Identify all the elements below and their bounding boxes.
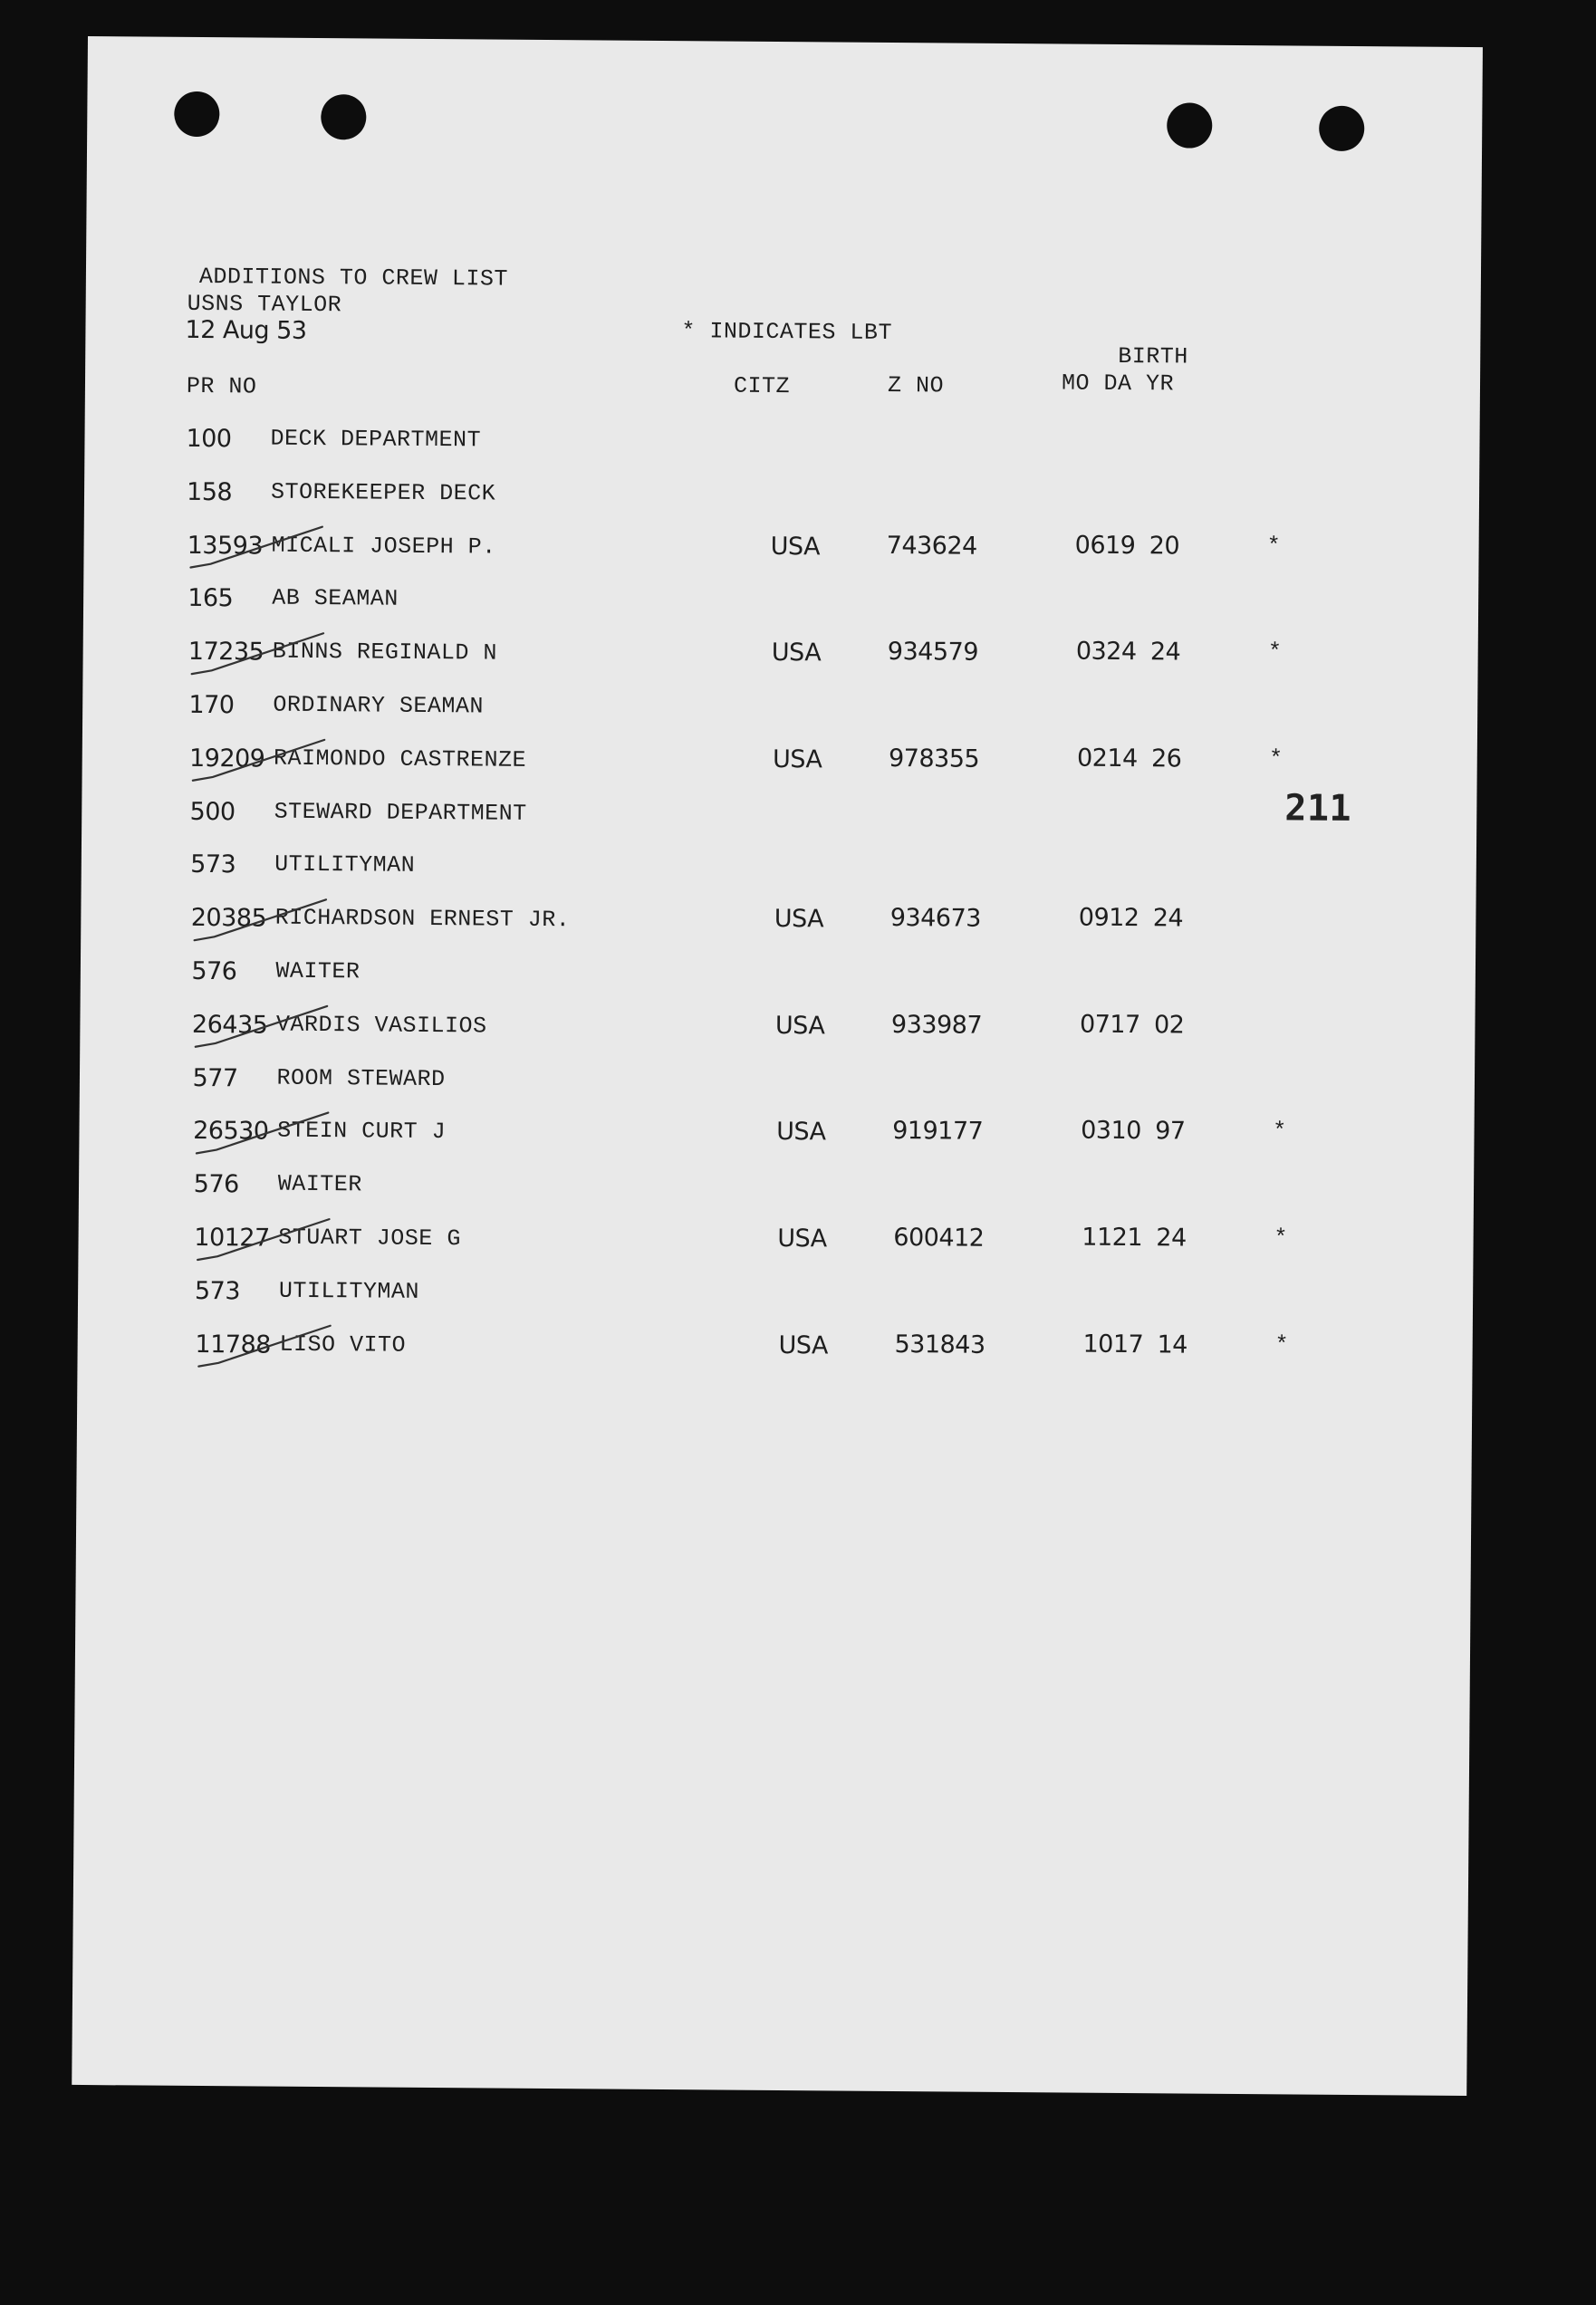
department-heading: STEWARD DEPARTMENT [274, 798, 527, 827]
department-heading: AB SEAMAN [272, 585, 399, 613]
birth-mo-da: 0324 [1075, 637, 1137, 667]
birth-yr: 02 [1153, 1011, 1185, 1040]
pr-no-code: 577 [192, 1063, 238, 1092]
crew-name: STUART JOSE G [278, 1224, 461, 1253]
department-heading: WAITER [277, 1170, 362, 1198]
lbt-marker: * [1274, 1225, 1288, 1252]
pen-check-mark [197, 1218, 329, 1261]
pen-check-mark [195, 898, 326, 941]
pr-no-code: 11788 [195, 1330, 272, 1359]
z-no-value: 919177 [892, 1117, 984, 1147]
z-no-value: 600412 [893, 1224, 985, 1253]
pr-no-code: 158 [186, 477, 233, 507]
birth-mo-da: 0912 [1078, 903, 1139, 933]
pr-no-code: 170 [188, 690, 235, 720]
lbt-marker: * [1267, 639, 1283, 666]
column-header-citz: CITZ [733, 372, 791, 400]
pr-no-code: 20385 [190, 904, 267, 933]
birth-mo-da: 0619 [1074, 531, 1136, 560]
pr-no-code: 19209 [188, 744, 265, 773]
pr-no-code: 573 [190, 850, 236, 879]
pen-check-mark [192, 632, 323, 675]
birth-yr: 24 [1149, 638, 1181, 667]
pr-no-code: 165 [187, 584, 234, 613]
birth-mo-da: 1121 [1082, 1223, 1143, 1253]
birth-yr: 14 [1157, 1330, 1188, 1359]
lbt-marker: * [1266, 532, 1282, 559]
department-heading: ROOM STEWARD [276, 1064, 446, 1092]
birth-yr: 24 [1156, 1224, 1187, 1253]
column-header-pr-no: PR NO [186, 372, 257, 400]
crew-name: RAIMONDO CASTRENZE [273, 744, 527, 773]
crew-name: LISO VITO [279, 1330, 407, 1359]
birth-yr: 26 [1150, 744, 1182, 773]
pr-no-code: 100 [186, 424, 232, 454]
pr-no-code: 13593 [187, 531, 264, 561]
pr-no-code: 500 [189, 797, 236, 826]
pen-check-mark [198, 1325, 330, 1368]
citz-value: USA [778, 1330, 829, 1360]
pen-check-marks [72, 36, 1483, 2096]
department-heading: UTILITYMAN [274, 851, 416, 879]
crew-name: STEIN CURT J [277, 1118, 447, 1146]
citz-value: USA [774, 1011, 825, 1041]
crew-name: BINNS REGINALD N [272, 638, 498, 667]
citz-value: USA [774, 905, 824, 934]
pr-no-code: 10127 [194, 1223, 270, 1253]
department-heading: ORDINARY SEAMAN [273, 691, 485, 720]
z-no-value: 934579 [887, 638, 979, 667]
citz-value: USA [770, 532, 821, 561]
lbt-marker: * [1273, 1118, 1287, 1145]
birth-yr: 20 [1149, 531, 1180, 561]
crew-name: VARDIS VASILIOS [275, 1011, 487, 1040]
citz-value: USA [771, 639, 822, 667]
birth-mo-da: 0310 [1081, 1117, 1142, 1146]
birth-yr: 97 [1155, 1117, 1186, 1146]
vessel-name: USNS TAYLOR [187, 290, 342, 319]
pr-no-code: 26530 [193, 1117, 269, 1146]
department-heading: STOREKEEPER DECK [270, 478, 496, 507]
pen-check-mark [190, 526, 322, 569]
crew-name: RICHARDSON ERNEST JR. [274, 904, 571, 934]
z-no-value: 933987 [890, 1010, 983, 1040]
z-no-value: 978355 [888, 744, 980, 773]
pr-no-code: 573 [194, 1276, 241, 1306]
crew-name: MICALI JOSEPH P. [271, 532, 496, 561]
birth-mo-da: 0214 [1076, 744, 1138, 773]
legend-note: * INDICATES LBT [681, 318, 893, 346]
pr-no-code: 17235 [187, 638, 264, 667]
pr-no-code: 26435 [191, 1010, 268, 1040]
department-heading: DECK DEPARTMENT [270, 425, 482, 454]
column-header-mo-da-yr: MO DA YR [1061, 370, 1175, 398]
birth-mo-da: 1017 [1082, 1330, 1144, 1359]
citz-value: USA [772, 744, 822, 774]
pen-check-mark [193, 739, 324, 782]
birth-label: BIRTH [1118, 342, 1188, 370]
z-no-value: 934673 [889, 904, 982, 933]
citz-value: USA [776, 1118, 826, 1147]
document-sheet [72, 36, 1483, 2096]
pen-check-mark [197, 1111, 328, 1154]
lbt-marker: * [1268, 745, 1284, 773]
department-heading: WAITER [275, 957, 361, 985]
z-no-value: 531843 [894, 1330, 985, 1359]
pen-check-mark [196, 1005, 327, 1048]
document-title: ADDITIONS TO CREW LIST [198, 263, 509, 293]
lbt-marker: * [1274, 1330, 1290, 1359]
page-number: 211 [1284, 787, 1352, 830]
birth-yr: 24 [1152, 904, 1184, 933]
pr-no-code: 576 [191, 956, 237, 986]
z-no-value: 743624 [886, 531, 977, 561]
pr-no-code: 576 [193, 1170, 239, 1199]
document-date: 12 Aug 53 [185, 315, 307, 345]
birth-mo-da: 0717 [1079, 1010, 1140, 1039]
citz-value: USA [777, 1225, 827, 1253]
department-heading: UTILITYMAN [278, 1277, 420, 1305]
column-header-z-no: Z NO [887, 371, 945, 399]
